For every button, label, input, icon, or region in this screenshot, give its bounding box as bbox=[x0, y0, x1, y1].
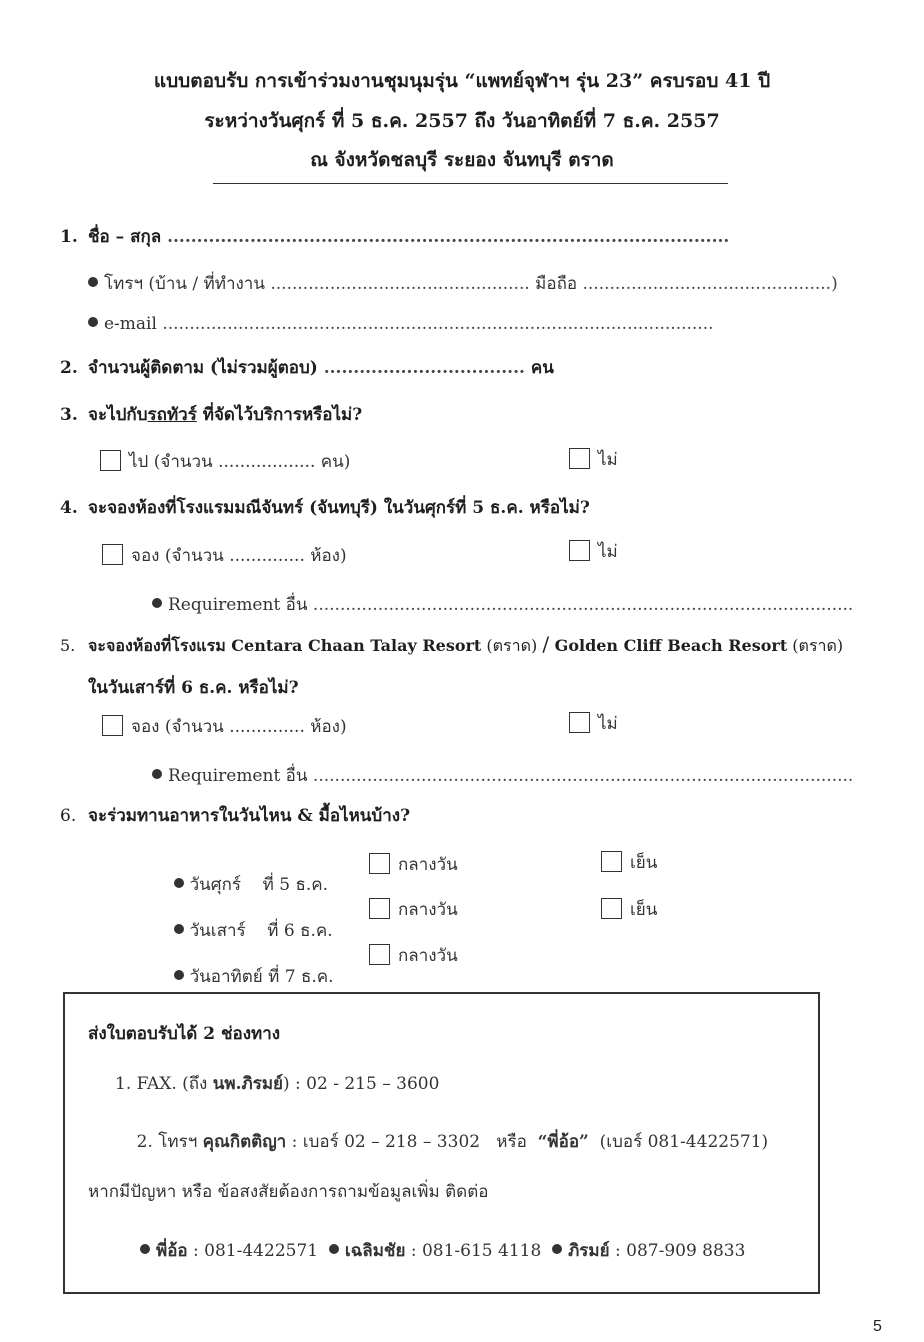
name-label: ชื่อ – สกุล bbox=[88, 227, 162, 247]
bullet-icon bbox=[174, 970, 184, 980]
page-number: 5 bbox=[873, 1318, 882, 1335]
question-1-number: 1. bbox=[60, 227, 78, 247]
fax-number: ) : 02 - 215 – 3600 bbox=[283, 1074, 440, 1094]
lunch-label: กลางวัน bbox=[398, 900, 458, 920]
bullet-icon bbox=[329, 1244, 339, 1254]
sunday-lunch-checkbox[interactable] bbox=[369, 944, 390, 965]
hotel-2-label-b: (ตราด) bbox=[481, 636, 543, 655]
meal-day-label: วันศุกร์ ที่ 5 ธ.ค. bbox=[189, 875, 329, 895]
hotel-2-no-option[interactable] bbox=[569, 710, 618, 737]
hotel-1-book-label: จอง (จำนวน .............. ห้อง) bbox=[131, 546, 347, 566]
question-6 bbox=[60, 802, 410, 829]
header-line-3: ณ จังหวัดชลบุรี ระยอง จันทบุรี ตราด bbox=[310, 149, 614, 171]
question-5-number: 5. bbox=[60, 636, 76, 655]
hotel-2-requirement-field[interactable]: .................................................................................................... bbox=[312, 766, 854, 786]
saturday-lunch-checkbox[interactable] bbox=[369, 898, 390, 919]
bus-no-checkbox[interactable] bbox=[569, 448, 590, 469]
hotel-1-no-checkbox[interactable] bbox=[569, 540, 590, 561]
lunch-label: กลางวัน bbox=[398, 946, 458, 966]
friday-lunch-checkbox[interactable] bbox=[369, 853, 390, 874]
hotel-1-no-option[interactable] bbox=[569, 538, 618, 565]
question-4 bbox=[60, 494, 590, 521]
companions-unit: คน bbox=[530, 358, 554, 378]
contact-phone: : 087-909 8833 bbox=[609, 1241, 746, 1261]
contact-tel-row bbox=[115, 1108, 768, 1175]
hotel-2-label-d: Golden Cliff Beach Resort bbox=[549, 636, 788, 655]
bullet-icon bbox=[88, 317, 98, 327]
bullet-icon bbox=[174, 878, 184, 888]
bullet-icon bbox=[174, 924, 184, 934]
fax-name: นพ.ภิรมย์ bbox=[212, 1074, 284, 1094]
header-divider bbox=[213, 183, 728, 184]
contact-heading: ส่งใบตอบรับได้ 2 ช่องทาง bbox=[88, 1024, 281, 1044]
contact-fax-row bbox=[115, 1070, 439, 1097]
header-line-1: แบบตอบรับ การเข้าร่วมงานชุมนุมรุ่น “แพทย์จุฬาฯ รุ่น 23” ครบรอบ 41 ปี bbox=[153, 70, 771, 92]
saturday-dinner-option[interactable] bbox=[601, 896, 657, 923]
question-2-number: 2. bbox=[60, 358, 78, 378]
question-2 bbox=[60, 354, 554, 381]
bullet-icon bbox=[140, 1244, 150, 1254]
bus-no-label: ไม่ bbox=[598, 450, 618, 470]
companions-label: จำนวนผู้ติดตาม (ไม่รวมผู้ตอบ) bbox=[88, 358, 318, 378]
hotel-2-book-option[interactable] bbox=[102, 713, 347, 740]
saturday-dinner-checkbox[interactable] bbox=[601, 898, 622, 919]
hotel-2-requirement-row bbox=[152, 762, 853, 789]
tel-number: : เบอร์ 02 – 218 – 3302 หรือ bbox=[286, 1132, 538, 1152]
phone-field[interactable]: ................................................ bbox=[270, 274, 530, 294]
contact-problem-text: หากมีปัญหา หรือ ข้อสงสัยต้องการถามข้อมูลเพิ่ม ติดต่อ bbox=[88, 1182, 489, 1202]
meal-day-label: วันอาทิตย์ ที่ 7 ธ.ค. bbox=[189, 967, 334, 987]
tel-prefix: 2. โทรฯ bbox=[136, 1132, 203, 1152]
bus-go-label: ไป (จำนวน .................. คน) bbox=[129, 452, 351, 472]
saturday-lunch-option[interactable] bbox=[369, 896, 458, 923]
contact-phone: : 081-615 4118 bbox=[405, 1241, 542, 1261]
question-6-number: 6. bbox=[60, 806, 77, 826]
meal-day-label: วันเสาร์ ที่ 6 ธ.ค. bbox=[189, 921, 333, 941]
contact-name: ภิรมย์ bbox=[568, 1241, 610, 1261]
hotel-2-separator: / bbox=[542, 632, 550, 656]
hotel-2-no-label: ไม่ bbox=[598, 714, 618, 734]
contact-name: พี่อ้อ bbox=[156, 1241, 188, 1261]
header-line-2: ระหว่างวันศุกร์ ที่ 5 ธ.ค. 2557 ถึง วันอาทิตย์ที่ 7 ธ.ค. 2557 bbox=[204, 110, 720, 132]
name-field[interactable]: ............................................................................................... bbox=[167, 227, 730, 247]
hotel-1-label: จะจองห้องที่โรงแรมมณีจันทร์ (จันทบุรี) ในวันศุกร์ที่ 5 ธ.ค. หรือไม่? bbox=[88, 498, 590, 518]
hotel-1-requirement-field[interactable]: .................................................................................................... bbox=[312, 595, 854, 615]
bus-no-option[interactable] bbox=[569, 446, 618, 473]
hotel-1-book-option[interactable] bbox=[102, 542, 347, 569]
bullet-icon bbox=[552, 1244, 562, 1254]
question-3 bbox=[60, 401, 362, 428]
question-4-number: 4. bbox=[60, 498, 78, 518]
tel-name: คุณกิตติญา bbox=[202, 1132, 287, 1152]
bullet-icon bbox=[88, 277, 98, 287]
meals-label: จะร่วมทานอาหารในวันไหน & มื้อไหนบ้าง? bbox=[88, 806, 411, 826]
question-5-line-2: ในวันเสาร์ที่ 6 ธ.ค. หรือไม่? bbox=[88, 678, 299, 698]
bus-go-option[interactable] bbox=[100, 448, 350, 475]
email-field[interactable]: ...................................................................................................... bbox=[162, 314, 714, 334]
friday-dinner-checkbox[interactable] bbox=[601, 851, 622, 872]
bullet-icon bbox=[152, 598, 162, 608]
phone-row bbox=[88, 270, 838, 297]
bullet-icon bbox=[152, 769, 162, 779]
hotel-1-book-checkbox[interactable] bbox=[102, 544, 123, 565]
email-row bbox=[88, 314, 714, 334]
hotel-2-no-checkbox[interactable] bbox=[569, 712, 590, 733]
contact-phone: : 081-4422571 bbox=[187, 1241, 319, 1261]
companions-field[interactable]: .................................. bbox=[323, 358, 525, 378]
question-3-number: 3. bbox=[60, 405, 78, 425]
mobile-field[interactable]: ..............................................) bbox=[582, 274, 838, 294]
hotel-1-requirement-label: Requirement อื่น bbox=[168, 595, 308, 615]
hotel-2-label-e: (ตราด) bbox=[787, 636, 844, 655]
friday-dinner-option[interactable] bbox=[601, 849, 657, 876]
hotel-2-book-checkbox[interactable] bbox=[102, 715, 123, 736]
hotel-1-no-label: ไม่ bbox=[598, 542, 618, 562]
hotel-1-requirement-row bbox=[152, 591, 853, 618]
hotel-2-label-a: จะจองห้องที่โรงแรม Centara Chaan Talay Resort bbox=[88, 636, 482, 655]
tel-name-2: “พี่อ้อ” bbox=[537, 1132, 589, 1152]
sunday-lunch-option[interactable] bbox=[369, 942, 458, 969]
email-label: e-mail bbox=[104, 314, 157, 334]
dinner-label: เย็น bbox=[630, 853, 658, 873]
fax-prefix: 1. FAX. (ถึง bbox=[115, 1074, 213, 1094]
question-5 bbox=[60, 632, 843, 659]
tel-number-2: (เบอร์ 081-4422571) bbox=[588, 1132, 769, 1152]
bus-label-underlined: รถทัวร์ bbox=[147, 405, 197, 425]
mobile-label: มือถือ bbox=[535, 274, 578, 294]
contact-people-row bbox=[140, 1237, 745, 1264]
hotel-2-requirement-label: Requirement อื่น bbox=[168, 766, 308, 786]
bus-go-checkbox[interactable] bbox=[100, 450, 121, 471]
dinner-label: เย็น bbox=[630, 900, 658, 920]
lunch-label: กลางวัน bbox=[398, 855, 458, 875]
bus-label-pre: จะไปกับ bbox=[88, 405, 148, 425]
bus-label-post: ที่จัดไว้บริการหรือไม่? bbox=[196, 405, 363, 425]
contact-name: เฉลิมชัย bbox=[344, 1241, 406, 1261]
phone-label: โทรฯ (บ้าน / ที่ทำงาน bbox=[104, 274, 265, 294]
friday-lunch-option[interactable] bbox=[369, 851, 458, 878]
question-1 bbox=[60, 223, 729, 250]
hotel-2-book-label: จอง (จำนวน .............. ห้อง) bbox=[131, 717, 347, 737]
